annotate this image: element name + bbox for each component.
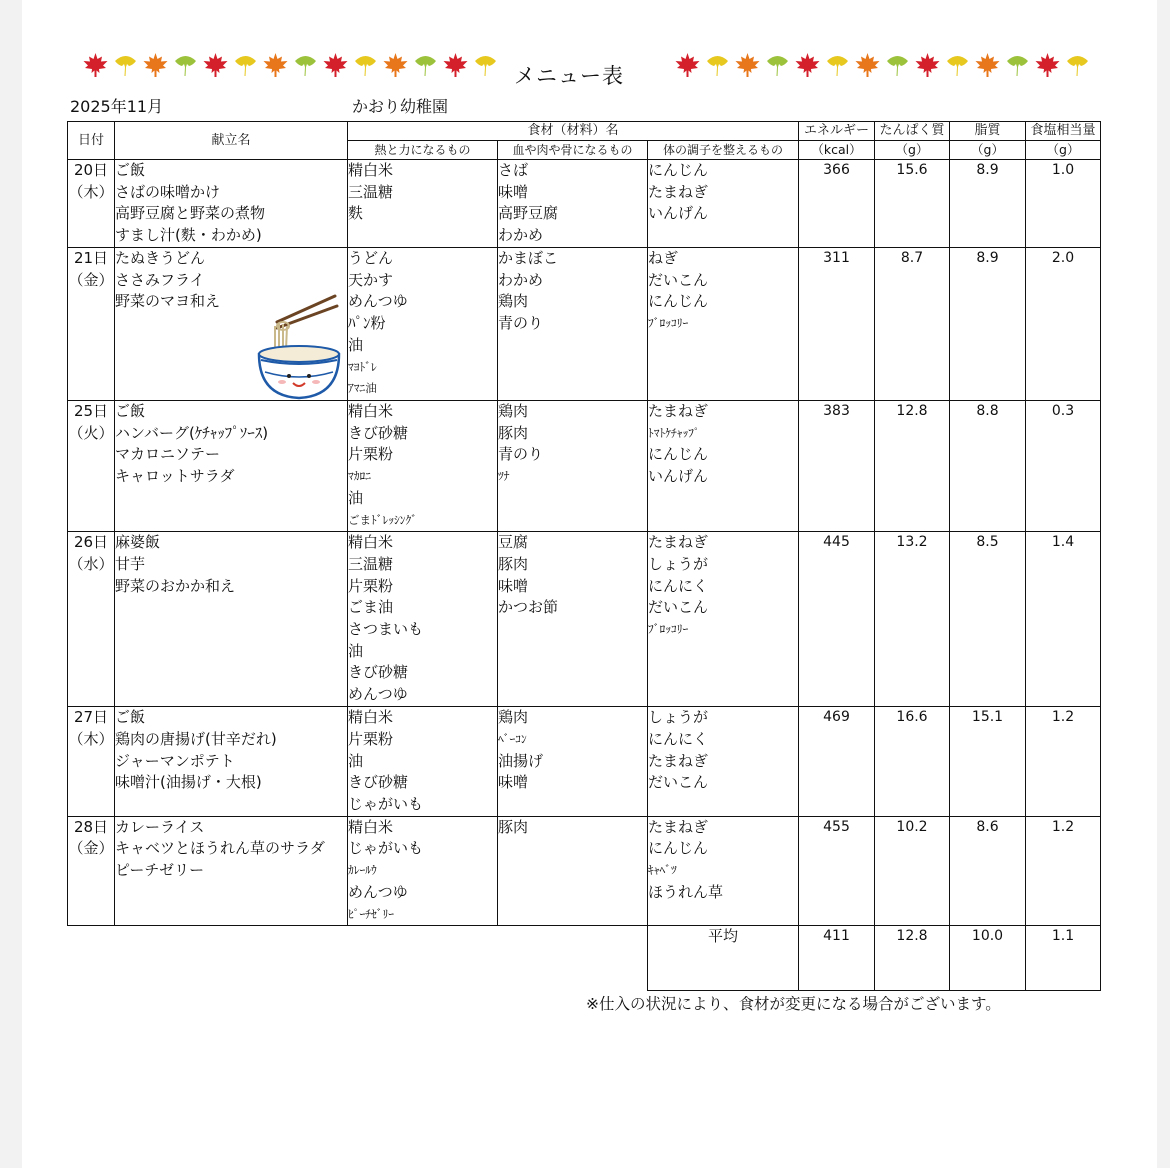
average-fat: 10.0 <box>950 926 1026 991</box>
energy-value: 469 <box>799 707 875 817</box>
ginkgo-leaf-icon <box>764 52 791 78</box>
ginkgo-leaf-icon <box>1004 52 1031 78</box>
school-name: かおり幼稚園 <box>352 97 449 116</box>
energy-source-list: 精白米 片栗粉 油 きび砂糖 じゃがいも <box>348 707 498 817</box>
date-cell: 21日 （金） <box>68 248 115 401</box>
fat-value: 8.8 <box>950 401 1026 532</box>
body-condition-list: たまねぎ ﾄﾏﾄｹﾁｬｯﾌﾟ にんじん いんげん <box>648 401 799 532</box>
dish-list: ご飯 さばの味噌かけ 高野豆腐と野菜の煮物 すまし汁(麩・わかめ) <box>115 160 348 248</box>
body-condition-list: しょうが にんにく たまねぎ だいこん <box>648 707 799 817</box>
ginkgo-leaf-icon <box>472 52 499 78</box>
energy-value: 445 <box>799 532 875 707</box>
average-energy: 411 <box>799 926 875 991</box>
table-row <box>68 248 1101 401</box>
header-body-condition: 体の調子を整えるもの <box>648 141 799 160</box>
date-cell: 26日 （水） <box>68 532 115 707</box>
protein-value: 10.2 <box>875 816 950 926</box>
header-salt: 食塩相当量 <box>1026 122 1101 141</box>
date-cell: 20日 （木） <box>68 160 115 248</box>
fat-value: 8.9 <box>950 160 1026 248</box>
ginkgo-leaf-icon <box>1064 52 1091 78</box>
table-row <box>68 532 1101 707</box>
maple-leaf-icon <box>262 52 289 78</box>
energy-value: 311 <box>799 248 875 401</box>
maple-leaf-icon <box>674 52 701 78</box>
body-building-list: 鶏肉 ﾍﾞｰｺﾝ 油揚げ 味噌 <box>498 707 648 817</box>
ginkgo-leaf-icon <box>884 52 911 78</box>
fat-value: 8.9 <box>950 248 1026 401</box>
fat-value: 8.5 <box>950 532 1026 707</box>
body-building-list: 豆腐 豚肉 味噌 かつお節 <box>498 532 648 707</box>
salt-value: 1.4 <box>1026 532 1101 707</box>
salt-value: 1.2 <box>1026 816 1101 926</box>
energy-source-list: うどん 天かす めんつゆ ﾊﾟﾝ粉 油 ﾏﾖﾄﾞﾚ ｱﾏﾆ油 <box>348 248 498 401</box>
unit-protein: （g） <box>875 141 950 160</box>
maple-leaf-icon <box>1034 52 1061 78</box>
maple-leaf-icon <box>974 52 1001 78</box>
ginkgo-leaf-icon <box>172 52 199 78</box>
protein-value: 13.2 <box>875 532 950 707</box>
ginkgo-leaf-icon <box>112 52 139 78</box>
body-condition-list: にんじん たまねぎ いんげん <box>648 160 799 248</box>
date-cell: 27日 （木） <box>68 707 115 817</box>
table-row <box>68 707 1101 817</box>
ginkgo-leaf-icon <box>944 52 971 78</box>
menu-sheet <box>22 0 1157 1168</box>
unit-salt: （g） <box>1026 141 1101 160</box>
date-cell: 25日 （火） <box>68 401 115 532</box>
maple-leaf-icon <box>382 52 409 78</box>
body-condition-list: ねぎ だいこん にんじん ﾌﾞﾛｯｺﾘｰ <box>648 248 799 401</box>
protein-value: 16.6 <box>875 707 950 817</box>
dish-list: ご飯 ハンバーグ(ｹﾁｬｯﾌﾟｿｰｽ) マカロニソテー キャロットサラダ <box>115 401 348 532</box>
ginkgo-leaf-icon <box>824 52 851 78</box>
menu-month: 2025年11月 <box>70 97 164 116</box>
maple-leaf-icon <box>854 52 881 78</box>
header-protein: たんぱく質 <box>875 122 950 141</box>
body-building-list: かまぼこ わかめ 鶏肉 青のり <box>498 248 648 401</box>
ginkgo-leaf-icon <box>292 52 319 78</box>
maple-leaf-icon <box>142 52 169 78</box>
protein-value: 15.6 <box>875 160 950 248</box>
ginkgo-leaf-icon <box>412 52 439 78</box>
salt-value: 1.0 <box>1026 160 1101 248</box>
energy-source-list: 精白米 じゃがいも ｶﾚｰﾙｳ めんつゆ ﾋﾟｰﾁｾﾞﾘｰ <box>348 816 498 926</box>
table-row <box>68 160 1101 248</box>
date-cell: 28日 （金） <box>68 816 115 926</box>
header-menu: 献立名 <box>115 122 348 160</box>
table-row <box>68 816 1101 926</box>
header-energy-source: 熱と力になるもの <box>348 141 498 160</box>
salt-value: 1.2 <box>1026 707 1101 817</box>
energy-value: 455 <box>799 816 875 926</box>
average-row <box>68 926 1101 991</box>
maple-leaf-icon <box>442 52 469 78</box>
maple-leaf-icon <box>82 52 109 78</box>
energy-value: 383 <box>799 401 875 532</box>
header-date: 日付 <box>68 122 115 160</box>
unit-fat: （g） <box>950 141 1026 160</box>
body-condition-list: たまねぎ にんじん ｷｬﾍﾞﾂ ほうれん草 <box>648 816 799 926</box>
dish-list: たぬきうどん ささみフライ 野菜のマヨ和え <box>115 248 348 401</box>
body-condition-list: たまねぎ しょうが にんにく だいこん ﾌﾞﾛｯｺﾘｰ <box>648 532 799 707</box>
energy-source-list: 精白米 きび砂糖 片栗粉 ﾏｶﾛﾆ 油 ごまﾄﾞﾚｯｼﾝｸﾞ <box>348 401 498 532</box>
leaf-garland-left <box>82 52 499 78</box>
page-title: メニュー表 <box>514 64 624 88</box>
salt-value: 2.0 <box>1026 248 1101 401</box>
dish-list: カレーライス キャベツとほうれん草のサラダ ピーチゼリー <box>115 816 348 926</box>
header-ingredients: 食材（材料）名 <box>348 122 799 141</box>
maple-leaf-icon <box>914 52 941 78</box>
body-building-list: 豚肉 <box>498 816 648 926</box>
protein-value: 8.7 <box>875 248 950 401</box>
energy-source-list: 精白米 三温糖 片栗粉 ごま油 さつまいも 油 きび砂糖 めんつゆ <box>348 532 498 707</box>
body-building-list: さば 味噌 高野豆腐 わかめ <box>498 160 648 248</box>
unit-energy: （kcal） <box>799 141 875 160</box>
dish-list: 麻婆飯 甘芋 野菜のおかか和え <box>115 532 348 707</box>
header-body-building: 血や肉や骨になるもの <box>498 141 648 160</box>
energy-value: 366 <box>799 160 875 248</box>
maple-leaf-icon <box>794 52 821 78</box>
menu-table <box>67 121 1101 991</box>
average-label: 平均 <box>648 926 799 991</box>
dish-list: ご飯 鶏肉の唐揚げ(甘辛だれ) ジャーマンポテト 味噌汁(油揚げ・大根) <box>115 707 348 817</box>
noodle-bowl-illustration <box>255 288 343 400</box>
ginkgo-leaf-icon <box>704 52 731 78</box>
footnote: ※仕入の状況により、食材が変更になる場合がございます。 <box>586 995 1001 1013</box>
ginkgo-leaf-icon <box>232 52 259 78</box>
average-salt: 1.1 <box>1026 926 1101 991</box>
body-building-list: 鶏肉 豚肉 青のり ﾂﾅ <box>498 401 648 532</box>
energy-source-list: 精白米 三温糖 麩 <box>348 160 498 248</box>
leaf-garland-right <box>674 52 1091 78</box>
maple-leaf-icon <box>322 52 349 78</box>
header-energy: エネルギー <box>799 122 875 141</box>
average-protein: 12.8 <box>875 926 950 991</box>
maple-leaf-icon <box>202 52 229 78</box>
salt-value: 0.3 <box>1026 401 1101 532</box>
maple-leaf-icon <box>734 52 761 78</box>
header-fat: 脂質 <box>950 122 1026 141</box>
fat-value: 15.1 <box>950 707 1026 817</box>
protein-value: 12.8 <box>875 401 950 532</box>
ginkgo-leaf-icon <box>352 52 379 78</box>
table-row <box>68 401 1101 532</box>
fat-value: 8.6 <box>950 816 1026 926</box>
